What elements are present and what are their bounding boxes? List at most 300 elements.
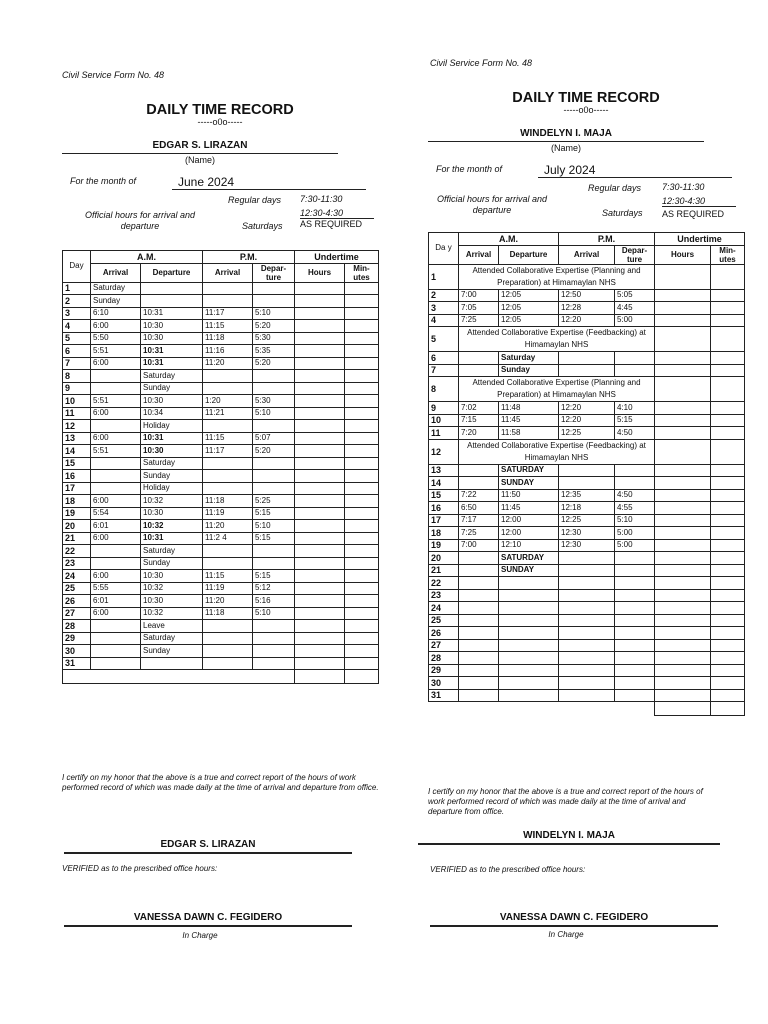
am-departure (499, 689, 559, 702)
undertime-minutes (345, 470, 379, 483)
am-arrival (91, 470, 141, 483)
am-arrival (459, 564, 499, 577)
table-row (429, 677, 745, 690)
pm-arrival (203, 482, 253, 495)
header-day: Da y (429, 233, 459, 265)
day-number: 29 (63, 632, 91, 645)
pm-arrival (559, 689, 615, 702)
pm-arrival: 11:20 (203, 595, 253, 608)
undertime-minutes (711, 464, 745, 477)
undertime-hours (655, 302, 711, 315)
regular-days-label: Regular days (228, 195, 282, 205)
undertime-hours (295, 370, 345, 383)
am-arrival: 7:17 (459, 514, 499, 527)
pm-departure: 5:15 (253, 532, 295, 545)
pm-arrival (559, 602, 615, 615)
table-row (429, 564, 745, 577)
day-number: 30 (429, 677, 459, 690)
day-number: 6 (63, 345, 91, 358)
employee-signature-name: EDGAR S. LIRAZAN (64, 838, 352, 854)
pm-departure: 5:00 (615, 314, 655, 327)
header-minutes: Min- utes (711, 245, 745, 264)
pm-arrival: 11:15 (203, 320, 253, 333)
table-row (429, 477, 745, 490)
pm-departure (253, 620, 295, 633)
undertime-minutes (345, 432, 379, 445)
undertime-minutes (345, 307, 379, 320)
undertime-hours (295, 295, 345, 308)
in-charge-name: VANESSA DAWN C. FEGIDERO (64, 911, 352, 927)
am-arrival (91, 545, 141, 558)
header-day: Day (63, 251, 91, 283)
undertime-hours (655, 414, 711, 427)
table-row (63, 607, 379, 620)
undertime-hours (655, 439, 711, 464)
pm-departure (615, 364, 655, 377)
day-number: 2 (63, 295, 91, 308)
undertime-minutes (345, 507, 379, 520)
undertime-minutes (345, 520, 379, 533)
pm-arrival (203, 557, 253, 570)
regular-days-am: 7:30-11:30 (300, 194, 343, 204)
day-number: 29 (429, 664, 459, 677)
table-row (63, 482, 379, 495)
undertime-minutes (711, 502, 745, 515)
am-departure (499, 677, 559, 690)
am-arrival (459, 477, 499, 490)
verified-text: VERIFIED as to the prescribed office hours: (430, 865, 586, 874)
table-row (429, 614, 745, 627)
am-departure (141, 295, 203, 308)
undertime-hours (655, 652, 711, 665)
pm-departure (615, 614, 655, 627)
am-arrival: 7:00 (459, 539, 499, 552)
undertime-hours (655, 664, 711, 677)
undertime-minutes (345, 420, 379, 433)
pm-arrival: 11:17 (203, 445, 253, 458)
undertime-minutes (345, 482, 379, 495)
undertime-minutes (345, 370, 379, 383)
pm-departure: 5:15 (253, 507, 295, 520)
pm-arrival (203, 657, 253, 670)
am-arrival: 6:00 (91, 532, 141, 545)
table-row (429, 689, 745, 702)
table-row (63, 332, 379, 345)
table-row (63, 357, 379, 370)
am-arrival (459, 552, 499, 565)
day-number: 13 (429, 464, 459, 477)
undertime-minutes (711, 402, 745, 415)
undertime-hours (655, 689, 711, 702)
am-departure: 10:31 (141, 532, 203, 545)
pm-arrival (559, 614, 615, 627)
day-number: 5 (429, 327, 459, 352)
undertime-minutes (711, 602, 745, 615)
day-number: 19 (63, 507, 91, 520)
month-value: July 2024 (538, 162, 732, 178)
am-arrival (459, 352, 499, 365)
undertime-minutes (711, 564, 745, 577)
undertime-hours (655, 289, 711, 302)
pm-departure (615, 577, 655, 590)
pm-departure (253, 470, 295, 483)
pm-arrival (203, 632, 253, 645)
am-departure: 10:30 (141, 595, 203, 608)
undertime-hours (655, 352, 711, 365)
am-arrival: 5:50 (91, 332, 141, 345)
day-number: 31 (429, 689, 459, 702)
pm-arrival: 11:20 (203, 357, 253, 370)
undertime-minutes (345, 320, 379, 333)
pm-arrival: 11:18 (203, 607, 253, 620)
am-departure: 10:31 (141, 307, 203, 320)
undertime-hours (295, 645, 345, 658)
table-row (63, 620, 379, 633)
undertime-hours (295, 382, 345, 395)
undertime-minutes (345, 620, 379, 633)
table-row (63, 407, 379, 420)
table-row (429, 302, 745, 315)
day-number: 11 (429, 427, 459, 440)
month-label: For the month of (70, 176, 137, 186)
day-number: 16 (63, 470, 91, 483)
am-departure: 10:31 (141, 357, 203, 370)
pm-departure (615, 464, 655, 477)
employee-name: EDGAR S. LIRAZAN (62, 139, 338, 154)
pm-arrival (559, 352, 615, 365)
table-row (63, 657, 379, 670)
table-row (63, 295, 379, 308)
am-arrival: 7:02 (459, 402, 499, 415)
table-row (63, 370, 379, 383)
am-arrival (91, 420, 141, 433)
pm-departure: 5:15 (615, 414, 655, 427)
month-label: For the month of (436, 164, 503, 174)
pm-departure (615, 477, 655, 490)
am-departure (499, 577, 559, 590)
undertime-hours (655, 539, 711, 552)
certification-text: I certify on my honor that the above is a true and correct report of the hours of work performed record of which was made daily at the time of arrival and departure from office. (428, 787, 703, 816)
undertime-minutes (711, 302, 745, 315)
table-row (429, 589, 745, 602)
day-number: 6 (429, 352, 459, 365)
pm-departure (253, 657, 295, 670)
am-arrival (459, 677, 499, 690)
pm-arrival (203, 457, 253, 470)
day-number: 18 (429, 527, 459, 540)
am-arrival (91, 382, 141, 395)
am-departure (499, 627, 559, 640)
pm-arrival (559, 564, 615, 577)
day-number: 22 (429, 577, 459, 590)
am-arrival: 5:51 (91, 445, 141, 458)
undertime-minutes (345, 282, 379, 295)
undertime-hours (655, 639, 711, 652)
header-pm-departure: Depar- ture (253, 263, 295, 282)
table-row (429, 552, 745, 565)
am-departure (499, 602, 559, 615)
pm-arrival: 12:20 (559, 414, 615, 427)
pm-arrival: 11:21 (203, 407, 253, 420)
table-row (63, 545, 379, 558)
undertime-minutes (711, 327, 745, 352)
table-row (429, 577, 745, 590)
am-arrival (459, 589, 499, 602)
undertime-minutes (711, 527, 745, 540)
in-charge-caption: In Charge (182, 931, 218, 940)
am-departure (499, 614, 559, 627)
official-hours (62, 192, 378, 250)
header-hours: Hours (655, 245, 711, 264)
month-value: June 2024 (172, 174, 366, 190)
undertime-minutes (711, 664, 745, 677)
undertime-hours (655, 327, 711, 352)
official-hours-label: Official hours for arrival and departure (84, 210, 196, 231)
undertime-minutes (711, 639, 745, 652)
undertime-minutes (345, 595, 379, 608)
day-number: 17 (429, 514, 459, 527)
undertime-hours (655, 477, 711, 490)
day-number: 16 (429, 502, 459, 515)
am-arrival: 7:25 (459, 314, 499, 327)
pm-departure (253, 295, 295, 308)
name-caption: (Name) (550, 143, 581, 153)
pm-departure: 5:12 (253, 582, 295, 595)
day-number: 9 (429, 402, 459, 415)
day-number: 14 (63, 445, 91, 458)
header-pm-arrival: Arrival (559, 245, 615, 264)
undertime-minutes (345, 457, 379, 470)
pm-departure: 4:50 (615, 427, 655, 440)
undertime-hours (295, 582, 345, 595)
pm-departure: 5:10 (253, 607, 295, 620)
day-number: 20 (63, 520, 91, 533)
undertime-hours (655, 377, 711, 402)
undertime-hours (295, 482, 345, 495)
am-departure: Sunday (499, 364, 559, 377)
undertime-minutes (711, 489, 745, 502)
table-row (63, 345, 379, 358)
am-arrival: 6:00 (91, 432, 141, 445)
day-number: 26 (63, 595, 91, 608)
am-departure: 11:50 (499, 489, 559, 502)
activity-note: Attended Collaborative Expertise (Feedbacking) at Himamaylan NHS (459, 439, 655, 464)
header-pm: P.M. (559, 233, 655, 246)
pm-arrival: 12:30 (559, 527, 615, 540)
pm-departure (253, 645, 295, 658)
day-number: 15 (63, 457, 91, 470)
am-arrival: 6:00 (91, 320, 141, 333)
undertime-hours (295, 657, 345, 670)
pm-departure (253, 370, 295, 383)
undertime-minutes (345, 570, 379, 583)
pm-departure (615, 689, 655, 702)
pm-arrival: 12:25 (559, 514, 615, 527)
pm-arrival (559, 639, 615, 652)
table-row (63, 307, 379, 320)
undertime-hours (655, 314, 711, 327)
day-number: 30 (63, 645, 91, 658)
am-departure: 10:32 (141, 582, 203, 595)
pm-arrival (559, 652, 615, 665)
undertime-minutes (711, 652, 745, 665)
am-departure: 10:31 (141, 432, 203, 445)
am-departure: 12:05 (499, 314, 559, 327)
dtr-form-right (428, 56, 744, 716)
pm-departure: 5:10 (253, 407, 295, 420)
am-arrival: 7:05 (459, 302, 499, 315)
activity-note: Attended Collaborative Expertise (Feedbacking) at Himamaylan NHS (459, 327, 655, 352)
pm-arrival: 11:15 (203, 432, 253, 445)
pm-departure: 5:16 (253, 595, 295, 608)
undertime-minutes (711, 577, 745, 590)
undertime-minutes (711, 377, 745, 402)
undertime-hours (295, 532, 345, 545)
day-number: 21 (429, 564, 459, 577)
day-number: 15 (429, 489, 459, 502)
day-number: 3 (63, 307, 91, 320)
undertime-minutes (711, 427, 745, 440)
table-row (63, 582, 379, 595)
am-departure: Sunday (141, 645, 203, 658)
activity-note: Attended Collaborative Expertise (Planning and Preparation) at Himamaylan NHS (459, 264, 655, 289)
header-pm: P.M. (203, 251, 295, 264)
day-number: 1 (429, 264, 459, 289)
undertime-minutes (345, 607, 379, 620)
day-number: 31 (63, 657, 91, 670)
saturdays-value: AS REQUIRED (662, 209, 725, 219)
undertime-minutes (711, 264, 745, 289)
am-arrival (91, 657, 141, 670)
pm-departure (253, 420, 295, 433)
am-departure: Saturday (141, 632, 203, 645)
pm-departure: 5:30 (253, 332, 295, 345)
am-departure: 10:30 (141, 570, 203, 583)
am-arrival: Saturday (91, 282, 141, 295)
am-departure: 10:30 (141, 332, 203, 345)
undertime-hours (295, 545, 345, 558)
undertime-minutes (711, 552, 745, 565)
table-row (429, 377, 745, 402)
undertime-hours (295, 495, 345, 508)
pm-departure: 5:20 (253, 445, 295, 458)
am-arrival (91, 620, 141, 633)
official-hours (428, 180, 744, 232)
undertime-minutes (711, 414, 745, 427)
table-row (429, 364, 745, 377)
undertime-hours (295, 595, 345, 608)
pm-departure: 5:20 (253, 357, 295, 370)
undertime-hours (295, 282, 345, 295)
pm-departure (253, 282, 295, 295)
regular-days-pm: 12:30-4:30 (662, 196, 736, 207)
am-departure: SUNDAY (499, 477, 559, 490)
pm-departure: 5:05 (615, 289, 655, 302)
am-departure: Saturday (141, 457, 203, 470)
undertime-hours (295, 470, 345, 483)
am-departure: 10:32 (141, 495, 203, 508)
am-departure: 12:05 (499, 289, 559, 302)
month-row (62, 174, 378, 192)
am-departure: 10:32 (141, 607, 203, 620)
undertime-minutes (711, 677, 745, 690)
am-departure: 10:30 (141, 395, 203, 408)
undertime-hours (295, 557, 345, 570)
am-arrival: 7:25 (459, 527, 499, 540)
am-arrival: 6:50 (459, 502, 499, 515)
am-departure: 10:30 (141, 507, 203, 520)
am-departure (499, 589, 559, 602)
am-departure: 12:00 (499, 527, 559, 540)
am-arrival: 6:01 (91, 520, 141, 533)
am-arrival (91, 645, 141, 658)
table-row (429, 639, 745, 652)
header-pm-departure: Depar- ture (615, 245, 655, 264)
am-arrival: 6:01 (91, 595, 141, 608)
am-departure: 11:45 (499, 414, 559, 427)
am-departure (141, 282, 203, 295)
pm-arrival (559, 589, 615, 602)
am-departure: Holiday (141, 420, 203, 433)
day-number: 3 (429, 302, 459, 315)
pm-departure: 4:55 (615, 502, 655, 515)
undertime-hours (655, 677, 711, 690)
form-title: DAILY TIME RECORD (512, 90, 660, 106)
undertime-hours (295, 570, 345, 583)
am-arrival: 7:00 (459, 289, 499, 302)
undertime-minutes (345, 332, 379, 345)
table-row (63, 320, 379, 333)
day-number: 23 (429, 589, 459, 602)
day-number: 2 (429, 289, 459, 302)
undertime-minutes (711, 439, 745, 464)
pm-arrival: 11:2 4 (203, 532, 253, 545)
am-departure (499, 664, 559, 677)
day-number: 12 (429, 439, 459, 464)
day-number: 8 (429, 377, 459, 402)
undertime-hours (295, 507, 345, 520)
dtr-form-left (62, 68, 378, 684)
undertime-hours (295, 520, 345, 533)
undertime-hours (655, 427, 711, 440)
table-row (429, 489, 745, 502)
time-record-table (428, 232, 745, 716)
table-row (429, 427, 745, 440)
am-arrival: Sunday (91, 295, 141, 308)
pm-departure: 5:25 (253, 495, 295, 508)
undertime-minutes (711, 289, 745, 302)
day-number: 24 (63, 570, 91, 583)
undertime-hours (295, 420, 345, 433)
am-arrival (459, 614, 499, 627)
pm-arrival (559, 577, 615, 590)
undertime-minutes (711, 352, 745, 365)
am-departure (141, 657, 203, 670)
pm-arrival (203, 295, 253, 308)
employee-signature-name: WINDELYN I. MAJA (418, 829, 720, 845)
undertime-hours (655, 502, 711, 515)
table-row (429, 289, 745, 302)
table-row (63, 632, 379, 645)
pm-arrival (203, 620, 253, 633)
pm-departure: 5:35 (253, 345, 295, 358)
am-departure: SATURDAY (499, 464, 559, 477)
undertime-minutes (345, 495, 379, 508)
am-departure: Sunday (141, 557, 203, 570)
undertime-hours (295, 445, 345, 458)
am-departure: SATURDAY (499, 552, 559, 565)
header-am-departure: Departure (499, 245, 559, 264)
